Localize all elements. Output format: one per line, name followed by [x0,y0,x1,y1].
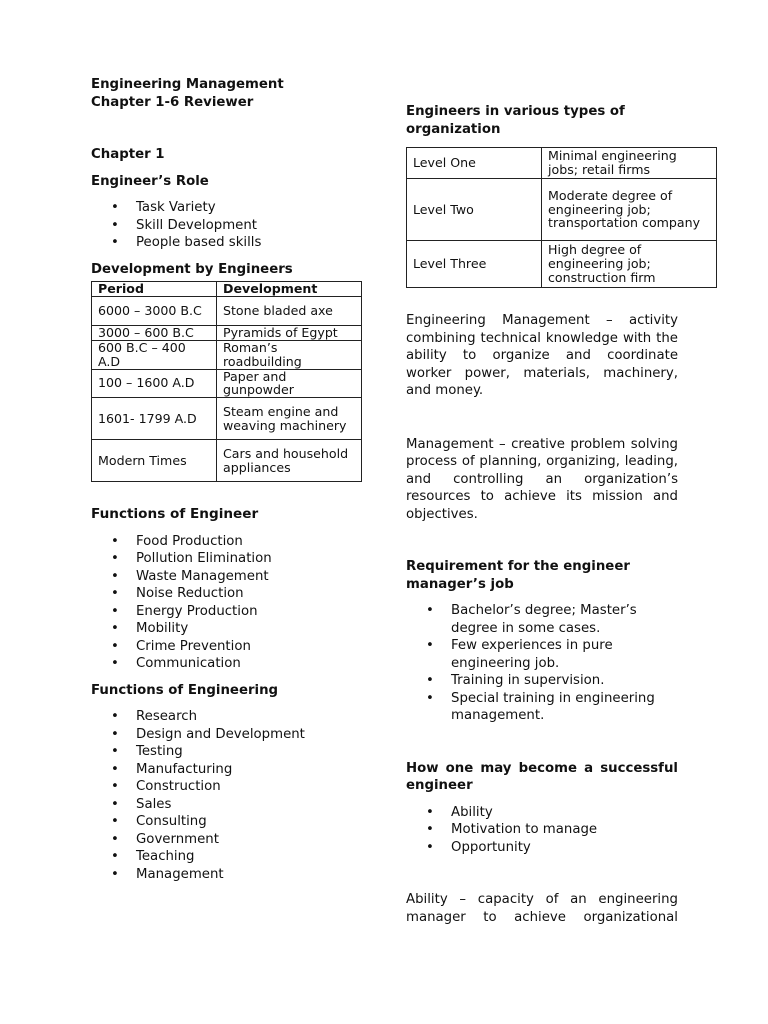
list-item: • Consulting [91,813,371,831]
table-row [92,296,362,325]
table-cell: 1601- 1799 A.D [92,398,217,440]
list-item: • Sales [91,796,371,814]
table-cell: High degree of engineering job; construction firm [542,241,717,288]
table-cell: 600 B.C – 400 A.D [92,340,217,369]
list-item: • Communication [91,655,371,673]
list-item: • Teaching [91,848,371,866]
right-column [406,103,701,926]
list-item: • Manufacturing [91,761,371,779]
list-item: • Waste Management [91,568,371,586]
development-heading: Development by Engineers [91,261,293,277]
left-column [91,76,371,883]
table-row [407,241,717,288]
list-item: • Ability [406,804,678,822]
table-cell: 100 – 1600 A.D [92,369,217,398]
functions-of-engineer-heading: Functions of Engineer [91,506,259,523]
functions-of-engineering-list [91,708,371,883]
engineer-role-heading: Engineer’s Role [91,173,209,189]
list-item: • Motivation to manage [406,821,678,839]
title-line-1: Engineering Management [91,77,284,92]
table-cell: Modern Times [92,440,217,482]
list-item: • People based skills [91,234,371,252]
functions-of-engineering-heading: Functions of Engineering [91,682,279,698]
table-cell: Pyramids of Egypt [217,325,362,340]
table-cell: 6000 – 3000 B.C [92,296,217,325]
management-definition: Management – creative problem solving process of planning, organizing, leading, and controlling an organization’s resources to achieve its mission and objectives. [406,436,678,522]
table-cell: Stone bladed axe [217,296,362,325]
list-item: • Management [91,866,371,884]
list-item: • Food Production [91,533,371,551]
table-cell: Level Two [407,179,542,241]
list-item: • Training in supervision. [406,672,678,690]
list-item: • Testing [91,743,371,761]
table-cell: Paper and gunpowder [217,369,362,398]
organization-types-heading: Engineers in various types of organization [406,104,625,137]
column-header-period: Period [92,282,217,297]
table-row [407,179,717,241]
list-item: • Research [91,708,371,726]
ability-definition: Ability – capacity of an engineering manager to achieve organizational [406,892,678,925]
engineer-role-list [91,199,371,252]
list-item: • Special training in engineering management. [406,690,678,725]
list-item: • Few experiences in pure engineering job. [406,637,678,672]
list-item: • Energy Production [91,603,371,621]
table-cell: Level Three [407,241,542,288]
table-cell: Steam engine and weaving machinery [217,398,362,440]
list-item: • Opportunity [406,839,678,857]
list-item: • Crime Prevention [91,638,371,656]
successful-engineer-list [406,804,678,857]
table-row [407,148,717,179]
table-cell: Cars and household appliances [217,440,362,482]
successful-engineer-heading: How one may become a successful engineer [406,760,678,793]
list-item: • Mobility [91,620,371,638]
requirements-heading: Requirement for the engineer manager’s job [406,559,630,592]
table-row [92,340,362,369]
title-line-2: Chapter 1-6 Reviewer [91,94,254,110]
list-item: • Bachelor’s degree; Master’s degree in some cases. [406,602,678,637]
list-item: • Pollution Elimination [91,550,371,568]
table-row [92,369,362,398]
list-item: • Design and Development [91,726,371,744]
list-item: • Construction [91,778,371,796]
engineering-management-definition: Engineering Management – activity combining technical knowledge with the ability to organize and coordinate worker power, materials, machinery, and money. [406,313,678,398]
table-cell: 3000 – 600 B.C [92,325,217,340]
organization-levels-table [406,147,717,288]
table-cell: Level One [407,148,542,179]
document-title [91,76,371,111]
list-item: • Task Variety [91,199,371,217]
list-item: • Skill Development [91,217,371,235]
chapter-heading: Chapter 1 [91,147,165,162]
table-header-row [92,282,362,297]
functions-of-engineer-list [91,533,371,673]
requirements-list [406,602,678,725]
table-row [92,440,362,482]
table-cell: Moderate degree of engineering job; transportation company [542,179,717,241]
table-row [92,398,362,440]
table-row [92,325,362,340]
development-table [91,281,362,482]
list-item: • Government [91,831,371,849]
table-cell: Minimal engineering jobs; retail firms [542,148,717,179]
list-item: • Noise Reduction [91,585,371,603]
table-cell: Roman’s roadbuilding [217,340,362,369]
column-header-development: Development [217,282,362,297]
